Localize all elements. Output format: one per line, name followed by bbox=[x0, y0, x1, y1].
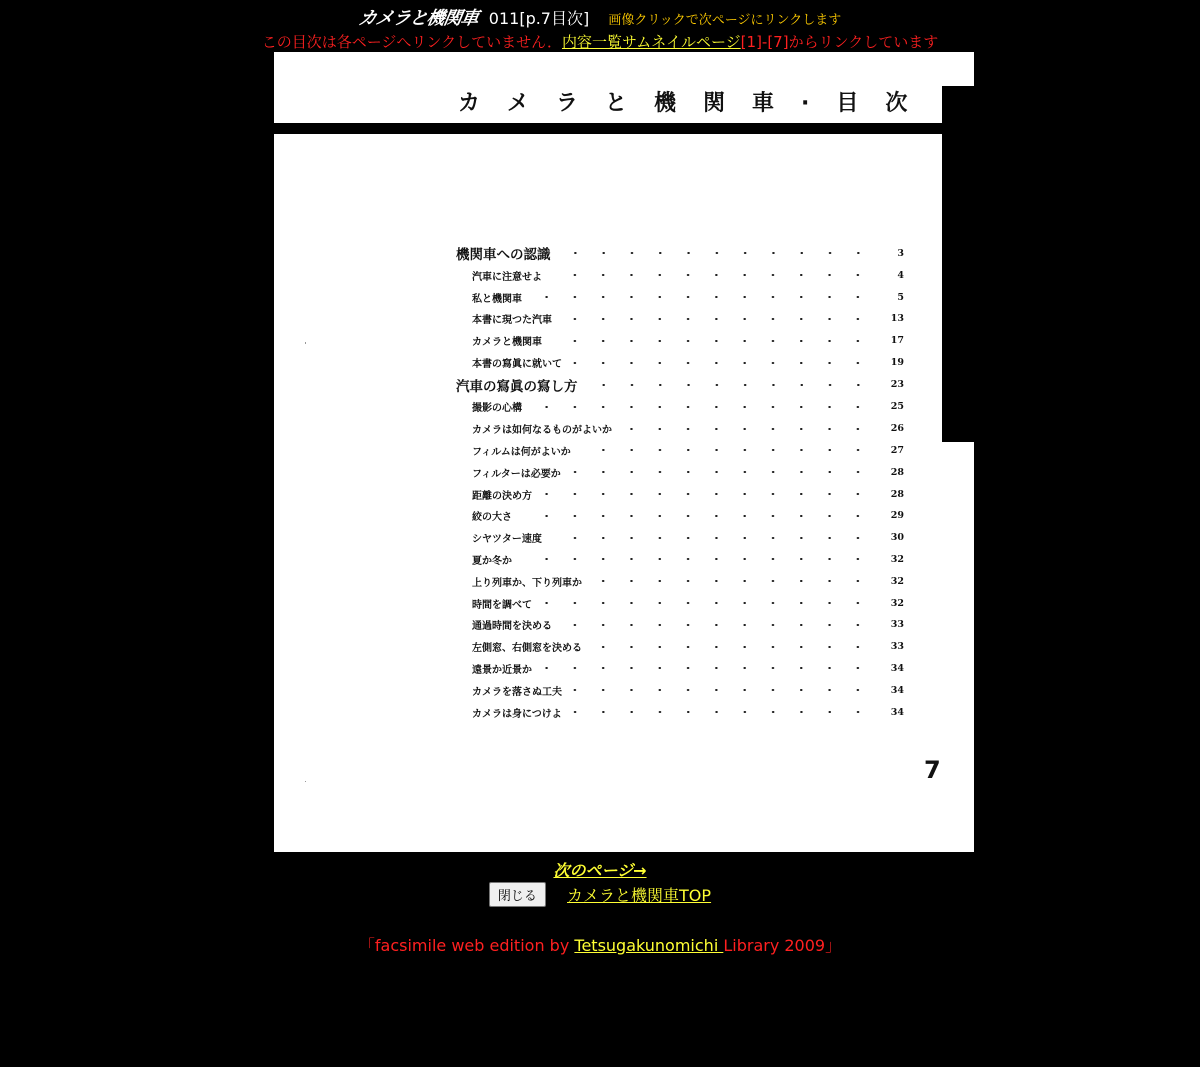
toc-entry-page: 25 bbox=[890, 401, 904, 413]
link-notice bbox=[0, 31, 1200, 52]
toc-leader-dots bbox=[590, 646, 872, 648]
toc-entry-page: 34 bbox=[890, 662, 904, 674]
toc-entry bbox=[456, 461, 904, 483]
toc-entry-label: 左側窓、右側窓を決める bbox=[472, 639, 586, 654]
next-page-link[interactable]: 次のページ→ bbox=[553, 861, 647, 880]
toc-entry-page: 5 bbox=[897, 291, 904, 303]
toc-leader-dots bbox=[520, 515, 872, 517]
notice-text: この目次は各ページへリンクしていません． bbox=[261, 33, 563, 51]
next-page-row bbox=[0, 858, 1200, 881]
toc-entry-page: 34 bbox=[890, 706, 904, 718]
toc-entry bbox=[456, 286, 904, 308]
toc-entry-page: 29 bbox=[890, 510, 904, 522]
scan-edge-shadow bbox=[942, 86, 974, 442]
toc-entry bbox=[456, 396, 904, 418]
toc-leader-dots bbox=[570, 689, 872, 691]
toc-entry-page: 17 bbox=[890, 335, 904, 347]
toc-entry-page: 32 bbox=[890, 597, 904, 609]
toc-entry-label: カメラと機関車 bbox=[472, 333, 546, 348]
toc-entry-label: シヤツター速度 bbox=[472, 530, 546, 545]
toc-entry bbox=[456, 242, 904, 265]
table-of-contents bbox=[456, 242, 904, 723]
top-link[interactable]: カメラと機関車TOP bbox=[567, 886, 712, 905]
scan-speck bbox=[305, 781, 306, 782]
toc-entry-label: カメラを落さぬ工夫 bbox=[472, 683, 566, 698]
footer-text-end: Library 2009」 bbox=[723, 936, 842, 955]
footer-credit bbox=[0, 933, 1200, 956]
toc-entry bbox=[456, 549, 904, 571]
toc-entry-page: 13 bbox=[890, 313, 904, 325]
toc-entry-label: カメラは如何なるものがよいか bbox=[472, 421, 616, 436]
thumbnail-index-link[interactable]: 内容一覧サムネイルページ bbox=[562, 33, 741, 51]
toc-leader-dots bbox=[550, 537, 872, 539]
title-band bbox=[274, 123, 974, 134]
toc-entry bbox=[456, 592, 904, 614]
scan-title: カメラと機関車·目次 bbox=[458, 91, 935, 116]
toc-entry-label: 絞の大さ bbox=[472, 508, 516, 523]
toc-leader-dots bbox=[570, 362, 872, 364]
toc-entry-page: 27 bbox=[890, 444, 904, 456]
toc-entry-page: 28 bbox=[890, 466, 904, 478]
library-link[interactable]: Tetsugakunomichi bbox=[574, 936, 724, 955]
toc-entry-page: 30 bbox=[890, 532, 904, 544]
toc-entry bbox=[456, 527, 904, 549]
toc-leader-dots bbox=[569, 471, 872, 473]
scan-speck bbox=[305, 342, 306, 344]
toc-entry-label: 距離の決め方 bbox=[472, 487, 536, 502]
toc-entry bbox=[456, 483, 904, 505]
toc-leader-dots bbox=[560, 624, 872, 626]
toc-entry bbox=[456, 330, 904, 352]
toc-entry bbox=[456, 373, 904, 396]
toc-entry-label: 私と機関車 bbox=[472, 290, 526, 305]
header-bar bbox=[0, 4, 1200, 30]
toc-entry-label: 時間を調べて bbox=[472, 596, 536, 611]
toc-entry-label: フィルターは必要か bbox=[472, 465, 565, 480]
close-button[interactable]: 閉じる bbox=[489, 882, 546, 907]
toc-leader-dots bbox=[530, 296, 872, 298]
toc-entry bbox=[456, 614, 904, 636]
toc-entry-label: 本書に現つた汽車 bbox=[472, 311, 556, 326]
toc-entry-page: 26 bbox=[890, 423, 904, 435]
toc-leader-dots bbox=[570, 711, 872, 713]
toc-leader-dots bbox=[530, 406, 872, 408]
toc-leader-dots bbox=[579, 449, 872, 451]
toc-entry-label: 撮影の心構 bbox=[472, 399, 526, 414]
toc-entry bbox=[456, 352, 904, 374]
toc-entry-label: 汽車の寫眞の寫し方 bbox=[456, 375, 582, 395]
toc-entry-page: 34 bbox=[890, 684, 904, 696]
toc-leader-dots bbox=[540, 667, 872, 669]
toc-entry-label: 遠景か近景か bbox=[472, 661, 536, 676]
toc-entry-label: 夏か冬か bbox=[472, 552, 516, 567]
toc-entry-page: 4 bbox=[897, 269, 904, 281]
toc-entry bbox=[456, 308, 904, 330]
toc-entry-label: フィルムは何がよいか bbox=[472, 443, 575, 458]
toc-entry-page: 33 bbox=[890, 619, 904, 631]
toc-entry-page: 3 bbox=[897, 247, 904, 259]
toc-entry bbox=[456, 570, 904, 592]
toc-leader-dots bbox=[560, 318, 872, 320]
footer-text-start: 「facsimile web edition by bbox=[358, 936, 575, 955]
toc-entry bbox=[456, 658, 904, 680]
toc-entry-label: カメラは身につけよ bbox=[472, 705, 566, 720]
toc-leader-dots bbox=[559, 252, 873, 254]
nav-row bbox=[0, 882, 1200, 907]
toc-entry-label: 汽車に注意せよ bbox=[472, 268, 546, 283]
toc-entry bbox=[456, 701, 904, 723]
toc-entry bbox=[456, 679, 904, 701]
toc-entry bbox=[456, 636, 904, 658]
toc-leader-dots bbox=[540, 602, 872, 604]
page-scan-image[interactable] bbox=[274, 52, 974, 852]
click-hint: 画像クリックで次ページにリンクします bbox=[608, 13, 842, 28]
toc-entry-page: 28 bbox=[890, 488, 904, 500]
toc-entry-page: 19 bbox=[890, 357, 904, 369]
toc-leader-dots bbox=[586, 384, 873, 386]
toc-leader-dots bbox=[620, 428, 872, 430]
page-folio: 7 bbox=[924, 756, 941, 784]
toc-entry-page: 23 bbox=[890, 379, 904, 391]
toc-leader-dots bbox=[590, 580, 872, 582]
toc-leader-dots bbox=[540, 493, 872, 495]
toc-entry-label: 本書の寫眞に就いて bbox=[472, 355, 566, 370]
toc-leader-dots bbox=[550, 340, 872, 342]
page-id: 011[p.7目次] bbox=[488, 9, 590, 28]
toc-entry-label: 機関車への認識 bbox=[456, 243, 555, 263]
toc-entry bbox=[456, 265, 904, 287]
toc-entry bbox=[456, 418, 904, 440]
toc-entry bbox=[456, 505, 904, 527]
site-logo: カメラと機関車 bbox=[356, 8, 480, 29]
toc-entry-page: 32 bbox=[890, 575, 904, 587]
notice-range: [1]-[7]からリンクしています bbox=[740, 33, 939, 51]
toc-entry-label: 上り列車か、下り列車か bbox=[472, 574, 586, 589]
toc-entry-page: 33 bbox=[890, 641, 904, 653]
toc-entry bbox=[456, 440, 904, 462]
toc-leader-dots bbox=[520, 558, 872, 560]
toc-entry-label: 通過時間を決める bbox=[472, 617, 556, 632]
toc-entry-page: 32 bbox=[890, 553, 904, 565]
toc-leader-dots bbox=[550, 274, 872, 276]
